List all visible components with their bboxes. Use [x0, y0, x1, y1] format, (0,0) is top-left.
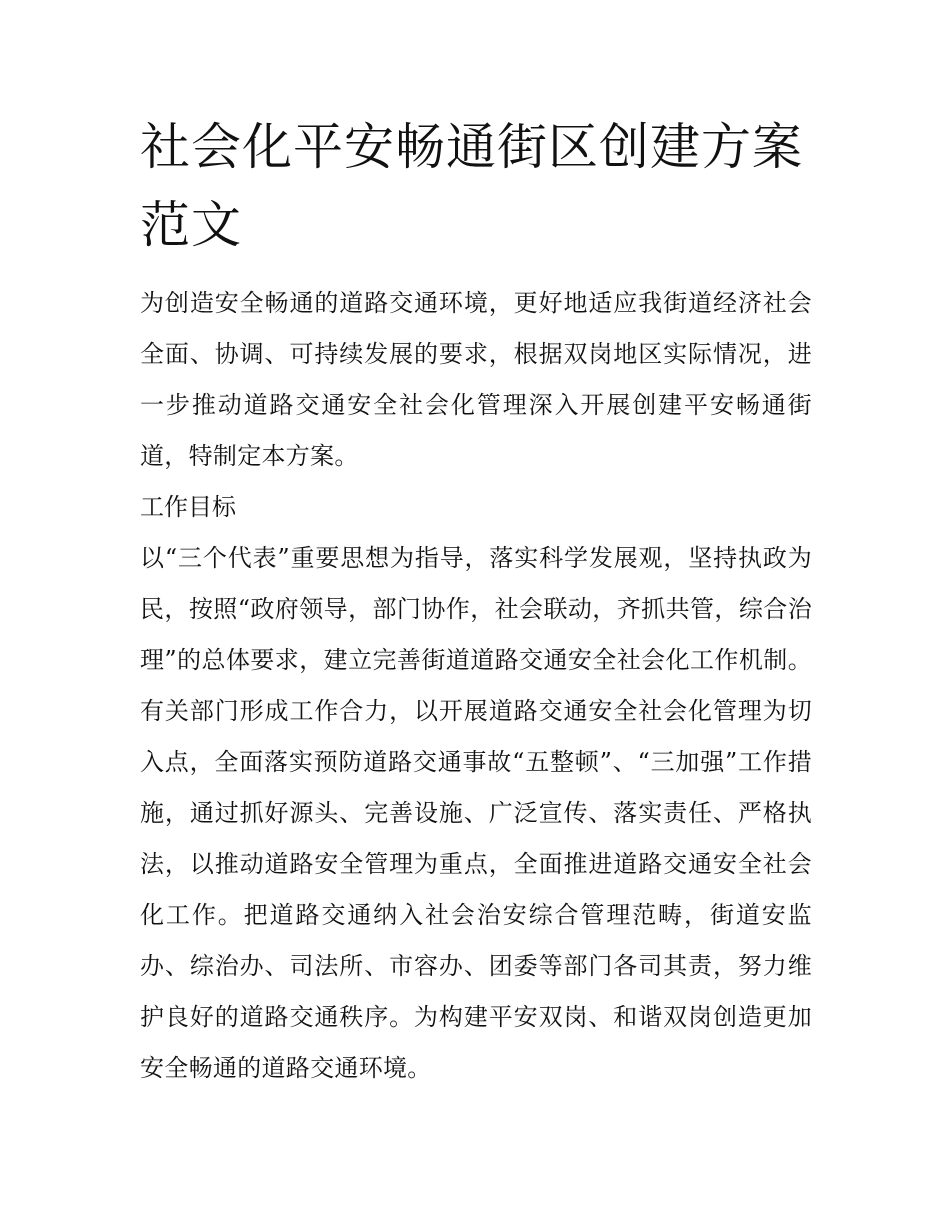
- section-paragraph: 以“三个代表”重要思想为指导，落实科学发展观，坚持执政为民，按照“政府领导，部门协作，社会联动，齐抓共管，综合治理”的总体要求，建立完善街道道路交通安全社会化工作机制。有关部门形成工作合力，以开展道路交通安全社会化管理为切入点，全面落实预防道路交通事故“五整顿”、“三加强”工作措施，通过抓好源头、完善设施、广泛宣传、落实责任、严格执法，以推动道路安全管理为重点，全面推进道路交通安全社会化工作。把道路交通纳入社会治安综合管理范畴，街道安监办、综治办、司法所、市容办、团委等部门各司其责，努力维护良好的道路交通秩序。为构建平安双岗、和谐双岗创造更加安全畅通的道路交通环境。: [140, 544, 812, 1082]
- document-content: [140, 108, 812, 1094]
- document-title: 社会化平安畅通街区创建方案范文: [140, 118, 803, 254]
- intro-paragraph: 为创造安全畅通的道路交通环境，更好地适应我街道经济社会全面、协调、可持续发展的要求，根据双岗地区实际情况，进一步推动道路交通安全社会化管理深入开展创建平安畅通街道，特制定本方案。: [140, 289, 812, 470]
- section-heading: 工作目标: [140, 493, 236, 521]
